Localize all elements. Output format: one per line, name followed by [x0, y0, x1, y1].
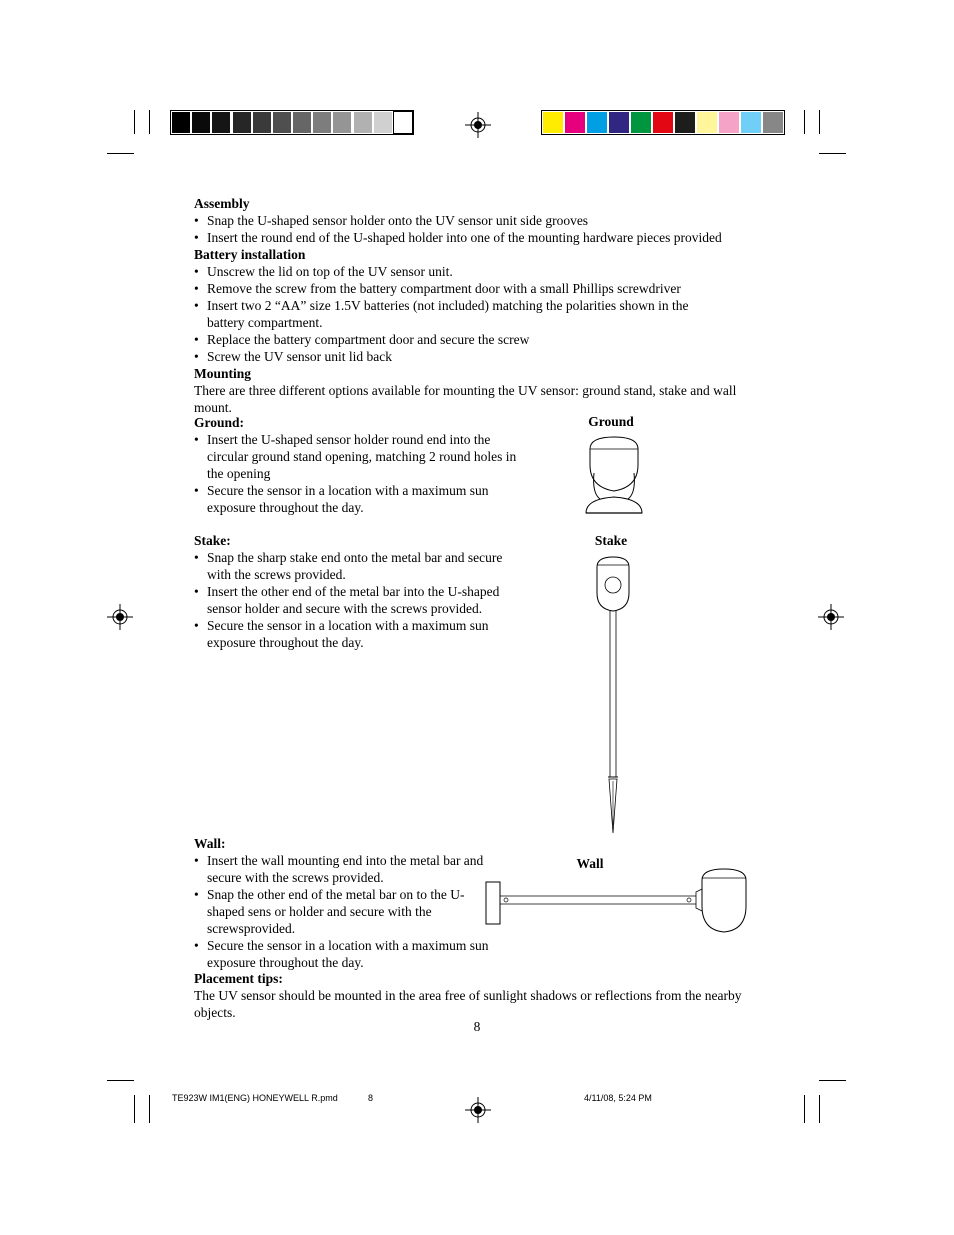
- gray-swatch: [273, 112, 291, 133]
- color-bar: [541, 110, 785, 135]
- registration-mark-right: [818, 604, 844, 630]
- list-item: • Snap the sharp stake end onto the metal bar and secure with the screws provided.: [194, 550, 503, 582]
- placement-section: [194, 970, 754, 1021]
- crop-mark-bl-v2: [149, 1095, 150, 1123]
- color-swatch: [763, 112, 783, 133]
- list-item: • Unscrew the lid on top of the UV sensor unit.: [194, 264, 453, 279]
- slug-page: 8: [368, 1093, 374, 1103]
- gray-swatch: [354, 112, 372, 133]
- gray-swatch: [212, 112, 230, 133]
- assembly-list: [194, 212, 774, 246]
- list-item: • Screw the UV sensor unit lid back: [194, 349, 392, 364]
- color-swatch: [565, 112, 585, 133]
- gray-swatch: [374, 112, 392, 133]
- color-swatch: [543, 112, 563, 133]
- color-swatch: [741, 112, 761, 133]
- crop-mark-br-v2: [819, 1095, 820, 1123]
- battery-list: [194, 263, 734, 365]
- color-swatch: [587, 112, 607, 133]
- gray-swatch: [293, 112, 311, 133]
- wall-section: [194, 835, 490, 971]
- wall-mount-illustration: [484, 866, 748, 938]
- slug-date: 4/11/08, 5:24 PM: [584, 1093, 652, 1103]
- assembly-heading: Assembly: [194, 196, 250, 211]
- crop-mark-bl-v: [134, 1095, 135, 1123]
- crop-mark-tr-h: [819, 153, 846, 154]
- list-item: • Snap the other end of the metal bar on to the U-shaped sens or holder and secure with the screwsprovided.: [194, 887, 465, 936]
- list-item: • Insert the wall mounting end into the metal bar and secure with the screws provided.: [194, 853, 484, 885]
- stake-figure-label: Stake: [594, 533, 628, 548]
- crop-mark-br-v: [804, 1095, 805, 1123]
- gray-swatch: [192, 112, 210, 133]
- list-item: • Remove the screw from the battery compartment door with a small Phillips screwdriver: [194, 281, 681, 296]
- ground-section: [194, 414, 529, 516]
- stake-list: [194, 549, 529, 651]
- stake-heading: Stake:: [194, 533, 231, 548]
- grayscale-bar: [170, 110, 414, 135]
- battery-heading: Battery installation: [194, 247, 306, 262]
- page-number: 8: [473, 1019, 481, 1034]
- ground-stand-illustration: [584, 435, 644, 517]
- list-item: • Secure the sensor in a location with a maximum sun exposure throughout the day.: [194, 938, 489, 970]
- registration-mark-left: [107, 604, 133, 630]
- main-text-column: [194, 195, 774, 416]
- placement-text: The UV sensor should be mounted in the area free of sunlight shadows or reflections from the nearby objects.: [194, 988, 742, 1020]
- wall-list: [194, 852, 490, 971]
- color-swatch: [719, 112, 739, 133]
- gray-swatch: [333, 112, 351, 133]
- color-swatch: [697, 112, 717, 133]
- mounting-heading: Mounting: [194, 366, 252, 381]
- wall-figure-label: Wall: [576, 856, 604, 871]
- list-item: • Insert two 2 “AA” size 1.5V batteries (not included) matching the polarities shown in the battery compartment.: [194, 298, 689, 330]
- list-item: • Insert the round end of the U-shaped holder into one of the mounting hardware pieces provided: [194, 230, 722, 245]
- crop-mark-tr-v: [804, 110, 805, 134]
- crop-mark-tl-v: [134, 110, 135, 134]
- placement-heading: Placement tips:: [194, 971, 283, 986]
- color-swatch: [653, 112, 673, 133]
- list-item: • Snap the U-shaped sensor holder onto the UV sensor unit side grooves: [194, 213, 589, 228]
- stake-section: [194, 532, 529, 651]
- gray-swatch: [313, 112, 331, 133]
- ground-list: [194, 431, 529, 516]
- stake-illustration: [594, 555, 634, 837]
- crop-mark-tl-v2: [149, 110, 150, 134]
- ground-figure-label: Ground: [588, 414, 634, 429]
- gray-swatch: [394, 112, 412, 133]
- crop-mark-tl-h: [107, 153, 134, 154]
- list-item: • Insert the U-shaped sensor holder round end into the circular ground stand opening, matching 2 round holes in the opening: [194, 432, 517, 481]
- crop-mark-br-h: [819, 1080, 846, 1081]
- mounting-intro: There are three different options available for mounting the UV sensor: ground stand, stake and wall mount.: [194, 383, 737, 415]
- registration-mark-bottom: [465, 1097, 491, 1123]
- list-item: • Secure the sensor in a location with a maximum sun exposure throughout the day.: [194, 483, 489, 515]
- list-item: • Replace the battery compartment door and secure the screw: [194, 332, 530, 347]
- ground-heading: Ground:: [194, 415, 245, 430]
- slug-file: TE923W IM1(ENG) HONEYWELL R.pmd: [172, 1093, 338, 1103]
- gray-swatch: [233, 112, 251, 133]
- crop-mark-bl-h: [107, 1080, 134, 1081]
- color-swatch: [609, 112, 629, 133]
- crop-mark-tr-v2: [819, 110, 820, 134]
- gray-swatch: [253, 112, 271, 133]
- list-item: • Insert the other end of the metal bar into the U-shaped sensor holder and secure with the screws provided.: [194, 584, 500, 616]
- gray-swatch: [172, 112, 190, 133]
- wall-heading: Wall:: [194, 836, 226, 851]
- list-item: • Secure the sensor in a location with a maximum sun exposure throughout the day.: [194, 618, 489, 650]
- registration-mark-top: [465, 112, 491, 138]
- color-swatch: [675, 112, 695, 133]
- color-swatch: [631, 112, 651, 133]
